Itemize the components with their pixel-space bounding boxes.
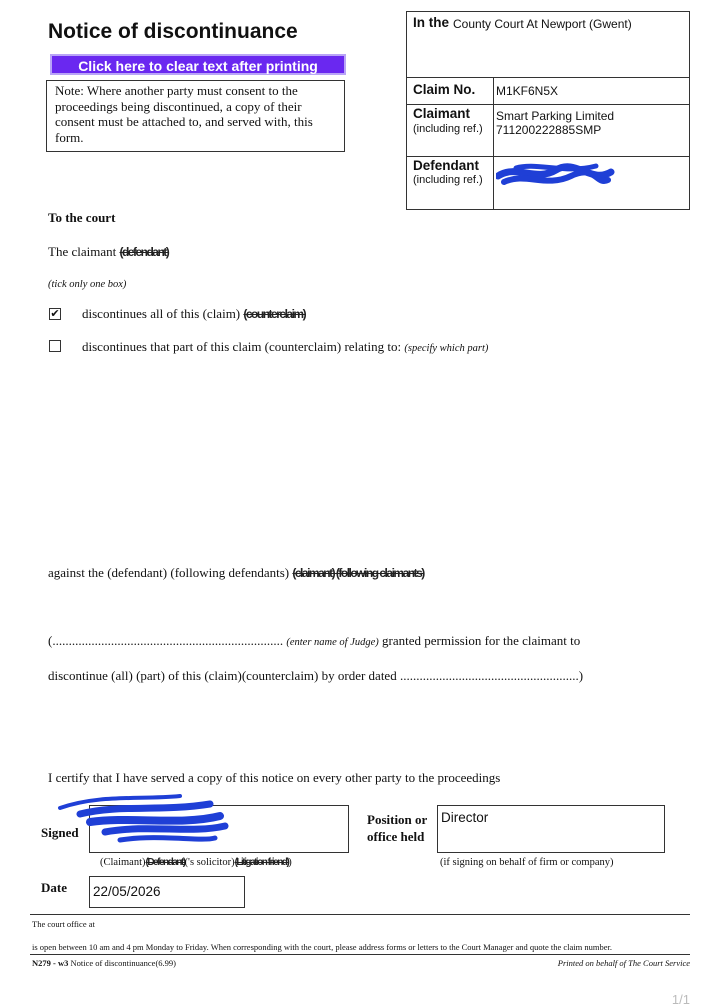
caption-close: ) [288, 857, 292, 868]
signed-label: Signed [41, 825, 79, 840]
discontinue-all-option [82, 306, 305, 322]
date-label: Date [41, 880, 67, 895]
judge-permission-line [48, 633, 580, 649]
discontinue-part-option [82, 339, 488, 355]
consent-note: Note: Where another party must consent to the proceedings being discontinued, a copy of their consent must be attached to, and served with, this form. [46, 80, 345, 152]
discontinue-all-checkbox[interactable] [49, 308, 61, 320]
form-reference [32, 958, 176, 968]
struck-claimants: (claimant) (following claimants) [292, 566, 424, 580]
order-dated-line: discontinue (all) (part) of this (claim)(counterclaim) by order dated .......................................................) [48, 668, 584, 683]
signatory-caption [100, 857, 292, 868]
printed-by: Printed on behalf of The Court Service [557, 958, 690, 968]
position-field[interactable]: Director [437, 805, 665, 853]
claimant-ref-field[interactable]: 711200222885SMP [496, 123, 602, 137]
certify-statement: I certify that I have served a copy of this notice on every other party to the proceedings [48, 770, 501, 785]
defendant-sub-label: (including ref.) [413, 174, 483, 186]
date-field[interactable]: 22/05/2026 [89, 876, 245, 908]
court-office-address: The court office at [32, 919, 95, 929]
signature-redaction [50, 790, 308, 836]
clear-text-button[interactable]: Click here to clear text after printing [50, 54, 346, 75]
form-name: Notice of discontinuance(6.99) [70, 958, 176, 968]
discontinue-part-label: discontinues that part of this claim (counterclaim) relating to: [82, 339, 402, 354]
form-code: N279 - w3 [32, 958, 69, 968]
court-name-field[interactable]: County Court At Newport (Gwent) [453, 17, 632, 31]
claimant-statement [48, 244, 168, 260]
form-title: Notice of discontinuance [48, 20, 298, 43]
caption-struck-defendant: (Defendant) [145, 857, 185, 868]
against-statement [48, 565, 424, 581]
caption-claimant: (Claimant) [100, 857, 146, 868]
defendant-redaction [496, 160, 616, 192]
office-hours-text: is open between 10 am and 4 pm Monday to Friday. When corresponding with the court, please address forms or letters to the Court Manager and quote the claim number. [32, 942, 612, 952]
judge-name-dots[interactable]: (....................................................................... [48, 633, 284, 648]
specify-part-hint: (specify which part) [404, 343, 489, 354]
signature-field[interactable] [89, 805, 349, 853]
caption-solicitor: ('s solicitor) [184, 857, 235, 868]
claimant-prefix: The claimant [48, 244, 117, 259]
court-info-box [406, 11, 690, 210]
position-label [367, 811, 427, 845]
tick-instruction: (tick only one box) [48, 279, 127, 290]
claimant-name-field[interactable]: Smart Parking Limited [496, 109, 615, 123]
claim-no-label: Claim No. [413, 82, 476, 97]
judge-name-hint: (enter name of Judge) [286, 637, 379, 648]
caption-struck-litigation-friend: (Litigation friend) [234, 857, 289, 868]
defendant-label: Defendant [413, 158, 480, 173]
judge-permission-text: granted permission for the claimant to [382, 633, 581, 648]
page-indicator: 1/1 [671, 992, 690, 1007]
claim-no-field[interactable]: M1KF6N5X [496, 84, 559, 98]
to-the-court-heading: To the court [48, 210, 116, 225]
specify-part-field[interactable] [48, 362, 688, 552]
footer-divider-top [30, 914, 690, 915]
defendant-field[interactable] [496, 160, 616, 190]
struck-defendant: (defendant) [119, 245, 169, 259]
struck-counterclaim: (counterclaim) [243, 307, 306, 321]
claimant-label: Claimant [413, 106, 471, 121]
position-label-line2: office held [367, 829, 425, 844]
position-label-line1: Position or [367, 812, 428, 827]
against-label: against the (defendant) (following defendants) [48, 565, 290, 580]
check-mark-icon: ✔ [50, 307, 60, 320]
firm-caption: (if signing on behalf of firm or company) [440, 857, 614, 868]
footer-divider-bottom [30, 954, 690, 955]
discontinue-part-checkbox[interactable] [49, 340, 61, 352]
claimant-sub-label: (including ref.) [413, 123, 483, 135]
discontinue-all-label: discontinues all of this (claim) [82, 306, 241, 321]
in-the-label: In the [413, 15, 449, 30]
